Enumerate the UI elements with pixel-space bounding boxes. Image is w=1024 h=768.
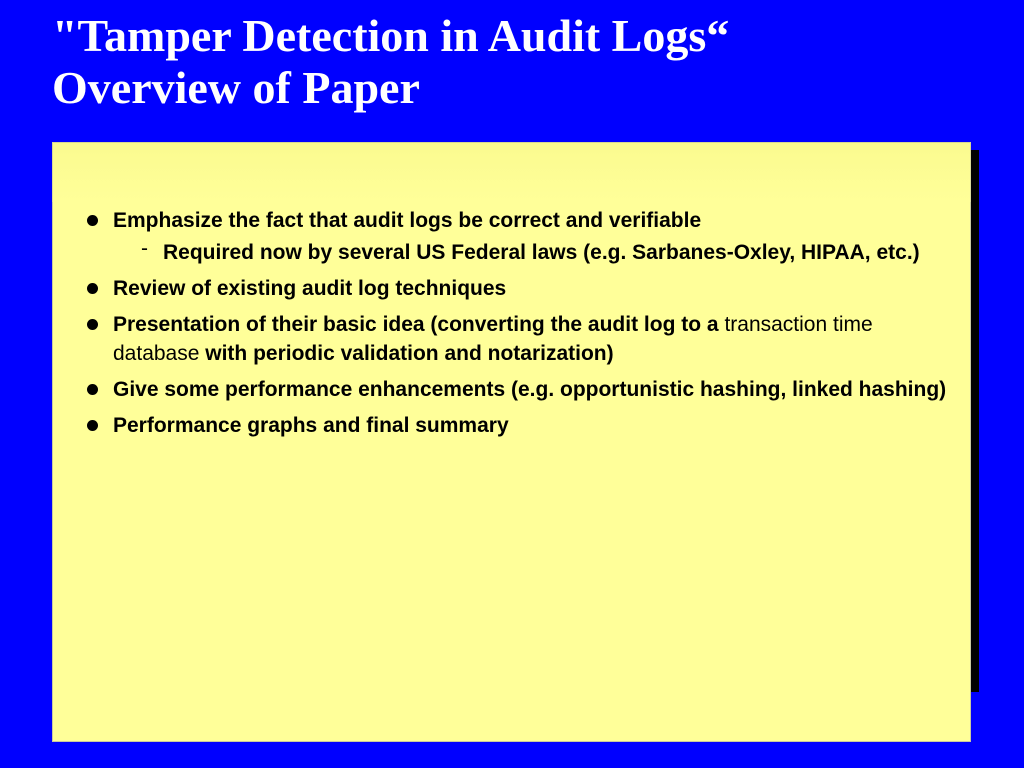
sub-bullet-item — [113, 238, 957, 267]
bullet-list — [87, 206, 957, 447]
bullet-text: Give some performance enhancements (e.g. opportunistic hashing, linked hashing) — [113, 378, 947, 401]
bullet-item — [87, 206, 957, 267]
bullet-item — [87, 375, 957, 404]
slide-title — [52, 10, 729, 114]
bullet-dot-icon — [87, 215, 98, 226]
bullet-text: Presentation of their basic idea (converting the audit log to a — [113, 313, 719, 336]
content-panel-shading — [52, 142, 971, 202]
bullet-item — [87, 411, 957, 440]
slide-title-line-1: "Tamper Detection in Audit Logs“ — [52, 10, 730, 61]
bullet-dot-icon — [87, 420, 98, 431]
sub-bullet-list — [113, 238, 957, 267]
slide-title-line-2: Overview of Paper — [52, 62, 420, 113]
bullet-item — [87, 310, 957, 368]
bullet-dot-icon — [87, 283, 98, 294]
bullet-item — [87, 274, 957, 303]
bullet-text: Review of existing audit log techniques — [113, 277, 507, 300]
dash-icon: - — [141, 237, 148, 260]
bullet-text: with periodic validation and notarization) — [205, 342, 614, 365]
sub-bullet-text: Required now by several US Federal laws (e.g. Sarbanes-Oxley, HIPAA, etc.) — [163, 241, 920, 264]
bullet-dot-icon — [87, 384, 98, 395]
bullet-text-emphasis: transaction time database — [113, 313, 873, 365]
bullet-text: Emphasize the fact that audit logs be correct and verifiable — [113, 209, 702, 232]
bullet-text: Performance graphs and final summary — [113, 414, 509, 437]
bullet-dot-icon — [87, 319, 98, 330]
